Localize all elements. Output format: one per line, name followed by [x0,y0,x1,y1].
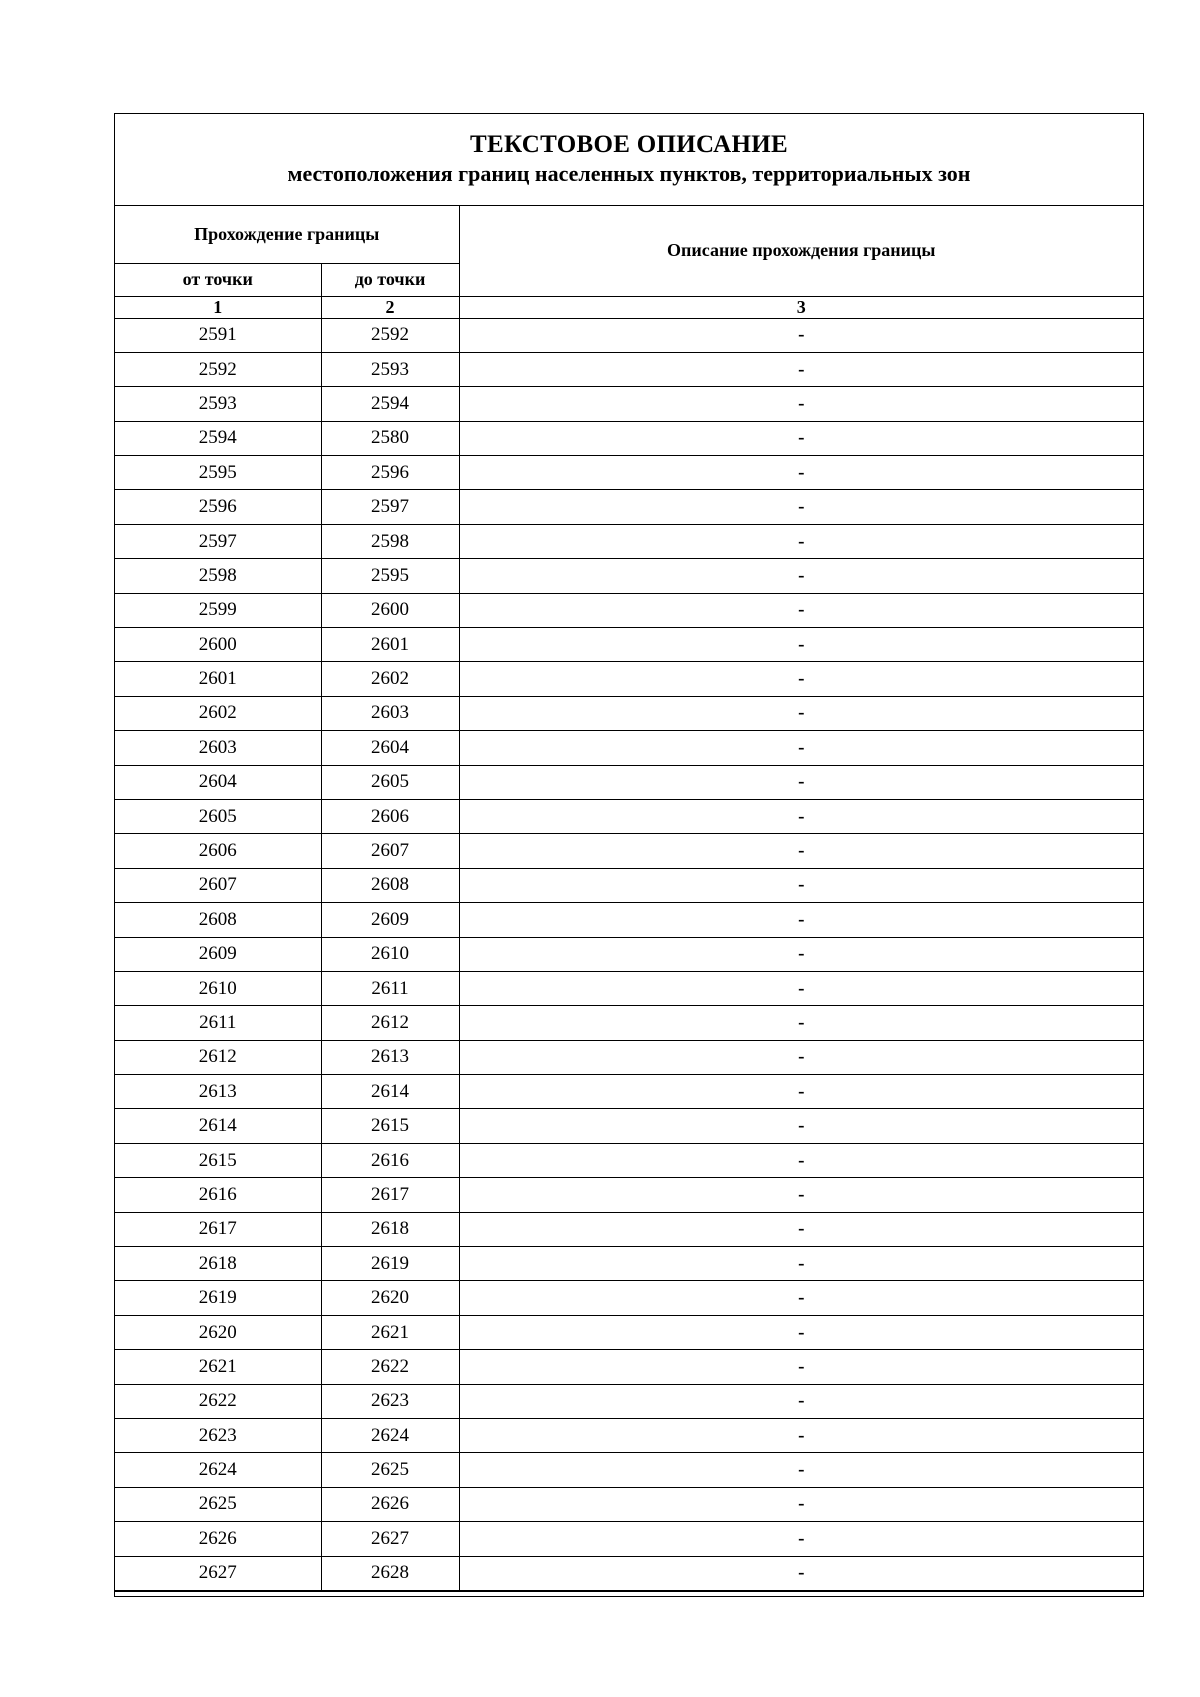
table-row [115,834,1143,868]
description-cell: - [459,1109,1143,1143]
description-cell: - [459,1384,1143,1418]
description-cell: - [459,937,1143,971]
to-point-cell: 2594 [321,387,459,421]
table-row [115,868,1143,902]
from-point-cell: 2627 [115,1556,321,1590]
to-point-cell: 2598 [321,524,459,558]
description-cell: - [459,799,1143,833]
table-row [115,1040,1143,1074]
from-point-cell: 2616 [115,1178,321,1212]
description-cell: - [459,1453,1143,1487]
table-row [115,903,1143,937]
table-row [115,1212,1143,1246]
to-point-cell: 2612 [321,1006,459,1040]
description-cell: - [459,868,1143,902]
description-cell: - [459,352,1143,386]
table-row [115,593,1143,627]
description-cell: - [459,1143,1143,1177]
from-point-cell: 2622 [115,1384,321,1418]
table-row [115,490,1143,524]
description-cell: - [459,1212,1143,1246]
description-cell: - [459,1247,1143,1281]
table-row [115,456,1143,490]
from-point-cell: 2592 [115,352,321,386]
description-cell: - [459,971,1143,1005]
to-point-cell: 2580 [321,421,459,455]
table-row [115,971,1143,1005]
from-point-cell: 2594 [115,421,321,455]
table-row [115,1315,1143,1349]
column-number-3: 3 [459,296,1143,318]
description-cell: - [459,765,1143,799]
table-row [115,696,1143,730]
description-cell: - [459,1006,1143,1040]
table-body [115,318,1143,1590]
table-row [115,662,1143,696]
description-cell: - [459,662,1143,696]
to-point-cell: 2620 [321,1281,459,1315]
table-row [115,1350,1143,1384]
table-row [115,1453,1143,1487]
header-from-point: от точки [115,263,321,296]
description-cell: - [459,421,1143,455]
from-point-cell: 2615 [115,1143,321,1177]
to-point-cell: 2619 [321,1247,459,1281]
description-cell: - [459,1040,1143,1074]
table-row [115,387,1143,421]
to-point-cell: 2618 [321,1212,459,1246]
column-number-1: 1 [115,296,321,318]
from-point-cell: 2602 [115,696,321,730]
table-row [115,799,1143,833]
table-row [115,937,1143,971]
description-cell: - [459,731,1143,765]
to-point-cell: 2610 [321,937,459,971]
to-point-cell: 2625 [321,1453,459,1487]
document-title: ТЕКСТОВОЕ ОПИСАНИЕ [470,131,788,158]
to-point-cell: 2597 [321,490,459,524]
from-point-cell: 2624 [115,1453,321,1487]
document-frame [114,113,1144,1597]
to-point-cell: 2607 [321,834,459,868]
table-row [115,765,1143,799]
table-row [115,1556,1143,1590]
table-row [115,1178,1143,1212]
to-point-cell: 2592 [321,318,459,352]
description-cell: - [459,593,1143,627]
from-point-cell: 2608 [115,903,321,937]
from-point-cell: 2593 [115,387,321,421]
to-point-cell: 2605 [321,765,459,799]
to-point-cell: 2603 [321,696,459,730]
table-row [115,1487,1143,1521]
to-point-cell: 2624 [321,1419,459,1453]
from-point-cell: 2621 [115,1350,321,1384]
description-cell: - [459,1487,1143,1521]
to-point-cell: 2596 [321,456,459,490]
description-cell: - [459,628,1143,662]
table-row [115,559,1143,593]
description-cell: - [459,1522,1143,1556]
to-point-cell: 2626 [321,1487,459,1521]
from-point-cell: 2613 [115,1075,321,1109]
boundary-table [115,206,1143,1591]
to-point-cell: 2614 [321,1075,459,1109]
header-description: Описание прохождения границы [459,206,1143,296]
from-point-cell: 2611 [115,1006,321,1040]
table-row [115,1109,1143,1143]
table-row [115,524,1143,558]
table-row [115,318,1143,352]
description-cell: - [459,387,1143,421]
from-point-cell: 2591 [115,318,321,352]
description-cell: - [459,1419,1143,1453]
from-point-cell: 2596 [115,490,321,524]
to-point-cell: 2600 [321,593,459,627]
header-boundary-passage: Прохождение границы [115,206,459,263]
table-row [115,1419,1143,1453]
to-point-cell: 2616 [321,1143,459,1177]
to-point-cell: 2604 [321,731,459,765]
table-row [115,1006,1143,1040]
description-cell: - [459,1350,1143,1384]
table-row [115,1143,1143,1177]
document-subtitle: местоположения границ населенных пунктов, территориальных зон [287,161,971,186]
title-block [115,114,1143,206]
table-row [115,1522,1143,1556]
table-row [115,1281,1143,1315]
from-point-cell: 2607 [115,868,321,902]
description-cell: - [459,1556,1143,1590]
from-point-cell: 2600 [115,628,321,662]
from-point-cell: 2606 [115,834,321,868]
to-point-cell: 2613 [321,1040,459,1074]
from-point-cell: 2614 [115,1109,321,1143]
from-point-cell: 2609 [115,937,321,971]
from-point-cell: 2626 [115,1522,321,1556]
table-row [115,1384,1143,1418]
description-cell: - [459,1178,1143,1212]
table-row [115,628,1143,662]
to-point-cell: 2601 [321,628,459,662]
to-point-cell: 2617 [321,1178,459,1212]
from-point-cell: 2610 [115,971,321,1005]
table-row [115,1075,1143,1109]
from-point-cell: 2620 [115,1315,321,1349]
from-point-cell: 2619 [115,1281,321,1315]
to-point-cell: 2621 [321,1315,459,1349]
from-point-cell: 2612 [115,1040,321,1074]
from-point-cell: 2625 [115,1487,321,1521]
to-point-cell: 2606 [321,799,459,833]
bottom-rule [115,1591,1143,1596]
from-point-cell: 2604 [115,765,321,799]
description-cell: - [459,456,1143,490]
to-point-cell: 2627 [321,1522,459,1556]
description-cell: - [459,1281,1143,1315]
to-point-cell: 2595 [321,559,459,593]
from-point-cell: 2605 [115,799,321,833]
table-row [115,1247,1143,1281]
to-point-cell: 2622 [321,1350,459,1384]
table-row [115,421,1143,455]
to-point-cell: 2608 [321,868,459,902]
table-row [115,352,1143,386]
description-cell: - [459,1315,1143,1349]
description-cell: - [459,559,1143,593]
column-number-2: 2 [321,296,459,318]
from-point-cell: 2601 [115,662,321,696]
header-to-point: до точки [321,263,459,296]
to-point-cell: 2602 [321,662,459,696]
description-cell: - [459,490,1143,524]
from-point-cell: 2599 [115,593,321,627]
to-point-cell: 2623 [321,1384,459,1418]
description-cell: - [459,696,1143,730]
to-point-cell: 2611 [321,971,459,1005]
to-point-cell: 2628 [321,1556,459,1590]
description-cell: - [459,1075,1143,1109]
from-point-cell: 2597 [115,524,321,558]
description-cell: - [459,834,1143,868]
from-point-cell: 2617 [115,1212,321,1246]
from-point-cell: 2595 [115,456,321,490]
table-row [115,731,1143,765]
from-point-cell: 2603 [115,731,321,765]
to-point-cell: 2609 [321,903,459,937]
from-point-cell: 2618 [115,1247,321,1281]
description-cell: - [459,903,1143,937]
to-point-cell: 2615 [321,1109,459,1143]
description-cell: - [459,524,1143,558]
from-point-cell: 2598 [115,559,321,593]
to-point-cell: 2593 [321,352,459,386]
from-point-cell: 2623 [115,1419,321,1453]
description-cell: - [459,318,1143,352]
